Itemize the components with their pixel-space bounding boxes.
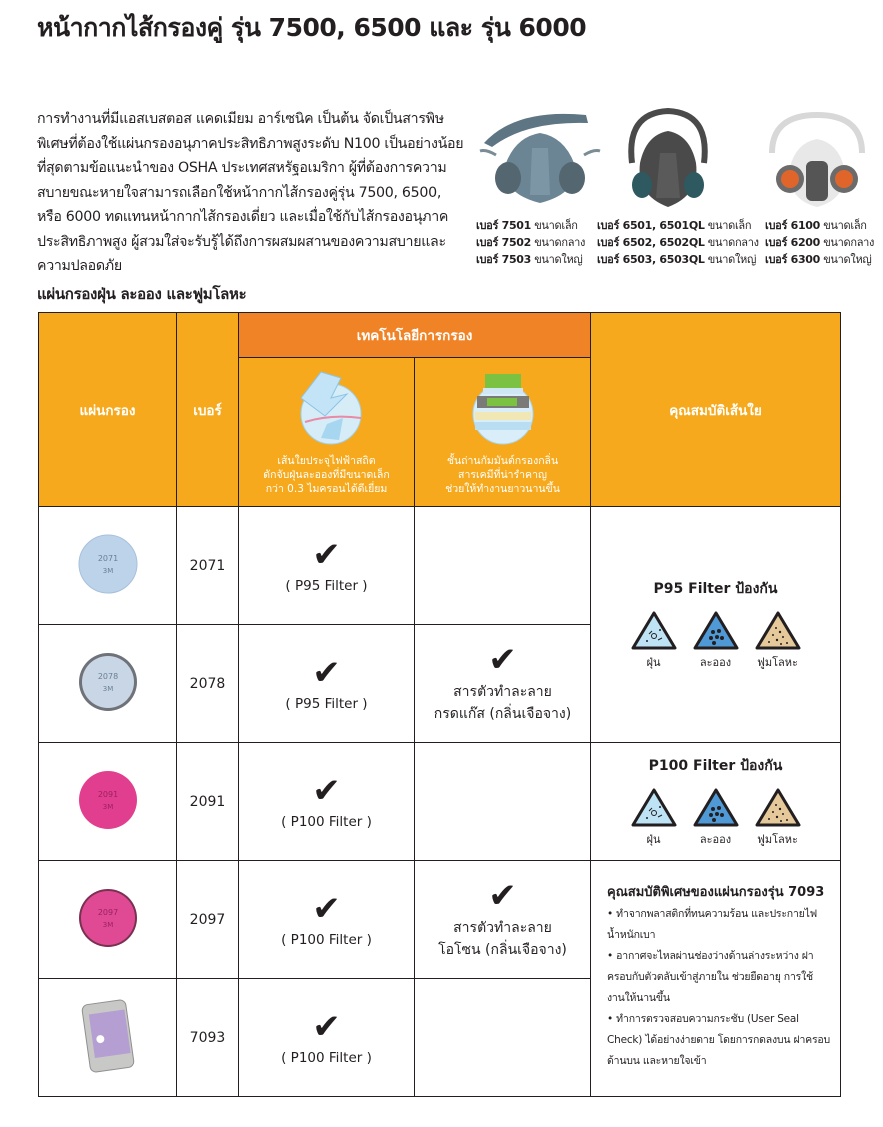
special-7093-list: [607, 904, 830, 1072]
filter-image-cell: [39, 861, 177, 979]
hazard-label: ละออง: [699, 656, 732, 669]
hazard-dust: [628, 610, 680, 671]
mist-hazard-icon: [692, 610, 740, 652]
svg-text:2091: 2091: [97, 789, 118, 799]
filter-image-cell: [39, 625, 177, 743]
header-number: เบอร์: [177, 313, 239, 507]
hazard-label: ฟูมโลหะ: [757, 833, 798, 846]
filter-2071-image: [78, 534, 138, 594]
special-7093-cell: [591, 861, 841, 1097]
caption-line: เบอร์ 6502, 6502QL ขนาดกลาง: [597, 236, 759, 249]
special-7093-title: คุณสมบัติพิเศษของแผ่นกรองรุ่น 7093: [607, 885, 825, 900]
dust-hazard-icon: [630, 610, 678, 652]
chem-line: สารตัวทำละลาย: [453, 919, 552, 936]
caption-line: เบอร์ 6501, 6501QL ขนาดเล็ก: [597, 219, 752, 232]
filter-rating: ( P95 Filter ): [285, 577, 368, 594]
tech-electrostatic-line: เส้นใยประจุไฟฟ้าสถิต: [277, 455, 376, 467]
carbon-cell: [415, 979, 591, 1097]
chem-line: สารตัวทำละลาย: [453, 683, 552, 700]
tech-carbon-line: สารเคมีที่น่ารำคาญ: [458, 469, 547, 481]
filter-rating: ( P100 Filter ): [281, 1049, 372, 1066]
filter-2097-image: [78, 888, 138, 948]
check-icon: ✔: [488, 639, 517, 680]
dust-hazard-icon: [630, 787, 678, 829]
activated-carbon-layer-icon: [467, 368, 539, 448]
svg-text:2071: 2071: [97, 553, 118, 563]
filter-2078-image: [78, 652, 138, 712]
filter-rating: ( P100 Filter ): [281, 813, 372, 830]
filter-number: 2091: [177, 743, 239, 861]
tech-carbon-line: ช่วยให้ทำงานยาวนานขึ้น: [445, 483, 560, 495]
carbon-cell: [415, 861, 591, 979]
special-7093-bullet: • ทำจากพลาสติกที่ทนความร้อน และประกายไฟ น้ำหนักเบา: [607, 904, 830, 946]
page-title: หน้ากากไส้กรองคู่ รุ่น 7500, 6500 และ รุ่น 6000: [37, 13, 587, 42]
filter-image-cell: [39, 507, 177, 625]
filter-2091-image: [78, 770, 138, 830]
filter-rating: ( P95 Filter ): [285, 695, 368, 712]
tech-electrostatic-line: กว่า 0.3 ไมครอนได้ดีเยี่ยม: [265, 483, 388, 495]
filter-image-cell: [39, 743, 177, 861]
hazard-label: ฝุ่น: [646, 656, 661, 669]
carbon-cell: [415, 625, 591, 743]
carbon-cell: [415, 507, 591, 625]
check-icon: ✔: [312, 888, 341, 929]
chemical-protection: [415, 917, 590, 961]
mask-6500-image: [618, 103, 718, 213]
header-tech-electrostatic: [239, 358, 415, 507]
filter-7093-image: [78, 998, 138, 1074]
filter-number: 7093: [177, 979, 239, 1097]
header-tech-carbon: [415, 358, 591, 507]
chem-line: โอโซน (กลิ่นเจือจาง): [438, 941, 567, 958]
table-row: [39, 743, 841, 861]
hazard-label: ละออง: [699, 833, 732, 846]
svg-text:3M: 3M: [102, 802, 113, 811]
p95-title: P95 Filter ป้องกัน: [653, 581, 778, 597]
check-icon: ✔: [312, 652, 341, 693]
mist-hazard-icon: [692, 787, 740, 829]
caption-line: เบอร์ 7503 ขนาดใหญ่: [476, 253, 583, 266]
header-properties: คุณสมบัติเส้นใย: [591, 313, 841, 507]
section-title: แผ่นกรองฝุ่น ละออง และฟูมโลหะ: [37, 285, 247, 303]
svg-text:3M: 3M: [102, 920, 113, 929]
check-icon: ✔: [488, 875, 517, 916]
intro-paragraph: การทำงานที่มีแอสเบสตอส แคดเมียม อาร์เซนิค เป็นต้น จัดเป็นสารพิษพิเศษที่ต้องใช้แผ่นกรองอนุภาคประสิทธิภาพสูงระดับ N100 เป็นอย่างน้อยที่สุดตามข้อแนะนำของ OSHA ประเทศสหรัฐอเมริกา ผู้ที่ต้องการความสบายขณะหายใจสามารถเลือกใช้หน้ากากไส้กรองคู่รุ่น 7500, 6500, หรือ 6000 ทดแทนหน้ากากไส้กรองเดี่ยว และเมื่อใช้กับไส้กรองอนุภาค ประสิทธิภาพสูง ผู้สวมใส่จะรับรู้ได้ถึงการผสมผสานของความสบายและความปลอดภัย: [37, 111, 464, 274]
check-icon: ✔: [312, 770, 341, 811]
mask-6000-captions: [765, 217, 874, 268]
hazard-label: ฝุ่น: [646, 833, 661, 846]
filter-number: 2097: [177, 861, 239, 979]
electrostatic-cell: [239, 861, 415, 979]
svg-text:2078: 2078: [97, 671, 118, 681]
special-7093-bullet: • ทำการตรวจสอบความกระชับ (User Seal Check) ได้อย่างง่ายดาย โดยการกดลงบน ฝาครอบด้านบน และหายใจเข้า: [607, 1009, 830, 1072]
tech-electrostatic-line: ดักจับฝุ่นละอองที่มีขนาดเล็ก: [263, 469, 390, 481]
caption-line: เบอร์ 6100 ขนาดเล็ก: [765, 219, 867, 232]
table-row: [39, 861, 841, 979]
caption-line: เบอร์ 6300 ขนาดใหญ่: [765, 253, 872, 266]
header-filter: แผ่นกรอง: [39, 313, 177, 507]
mask-7500-captions: [476, 217, 585, 268]
filter-number: 2078: [177, 625, 239, 743]
caption-line: เบอร์ 6503, 6503QL ขนาดใหญ่: [597, 253, 757, 266]
header-technology: เทคโนโลยีการกรอง: [239, 313, 591, 358]
p100-protection-cell: [591, 743, 841, 861]
svg-text:3M: 3M: [102, 566, 113, 575]
table-row: [39, 507, 841, 625]
carbon-cell: [415, 743, 591, 861]
svg-text:2097: 2097: [97, 907, 118, 917]
mask-7500-image: [476, 103, 604, 213]
hazard-mist: [690, 787, 742, 848]
hazard-fume: [752, 787, 804, 848]
hazard-dust: [628, 787, 680, 848]
fume-hazard-icon: [754, 610, 802, 652]
caption-line: เบอร์ 6200 ขนาดกลาง: [765, 236, 875, 249]
electrostatic-cell: [239, 743, 415, 861]
p100-hazards: [591, 787, 840, 848]
electrostatic-cell: [239, 507, 415, 625]
special-7093-bullet: • อากาศจะไหลผ่านช่องว่างด้านล่างระหว่าง ฝาครอบกับตัวตลับเข้าสู่ภายใน ช่วยยืดอายุ การใช้งานให้นานขึ้น: [607, 946, 830, 1009]
hazard-mist: [690, 610, 742, 671]
svg-text:3M: 3M: [102, 684, 113, 693]
fume-hazard-icon: [754, 787, 802, 829]
electrostatic-fiber-icon: [291, 368, 363, 448]
check-icon: ✔: [312, 1006, 341, 1047]
electrostatic-cell: [239, 625, 415, 743]
caption-line: เบอร์ 7502 ขนาดกลาง: [476, 236, 586, 249]
chem-line: กรดแก๊ส (กลิ่นเจือจาง): [433, 705, 572, 722]
caption-line: เบอร์ 7501 ขนาดเล็ก: [476, 219, 578, 232]
tech-carbon-line: ชั้นถ่านกัมมันต์กรองกลิ่น: [446, 455, 559, 467]
p95-protection-cell: [591, 507, 841, 743]
filter-table: [38, 312, 841, 1097]
p100-title: P100 Filter ป้องกัน: [648, 758, 783, 774]
filter-image-cell: [39, 979, 177, 1097]
mask-6000-image: [762, 103, 872, 213]
filter-rating: ( P100 Filter ): [281, 931, 372, 948]
hazard-label: ฟูมโลหะ: [757, 656, 798, 669]
hazard-fume: [752, 610, 804, 671]
filter-number: 2071: [177, 507, 239, 625]
chemical-protection: [415, 681, 590, 725]
check-icon: ✔: [312, 534, 341, 575]
electrostatic-cell: [239, 979, 415, 1097]
mask-6500-captions: [597, 217, 759, 268]
p95-hazards: [591, 610, 840, 671]
